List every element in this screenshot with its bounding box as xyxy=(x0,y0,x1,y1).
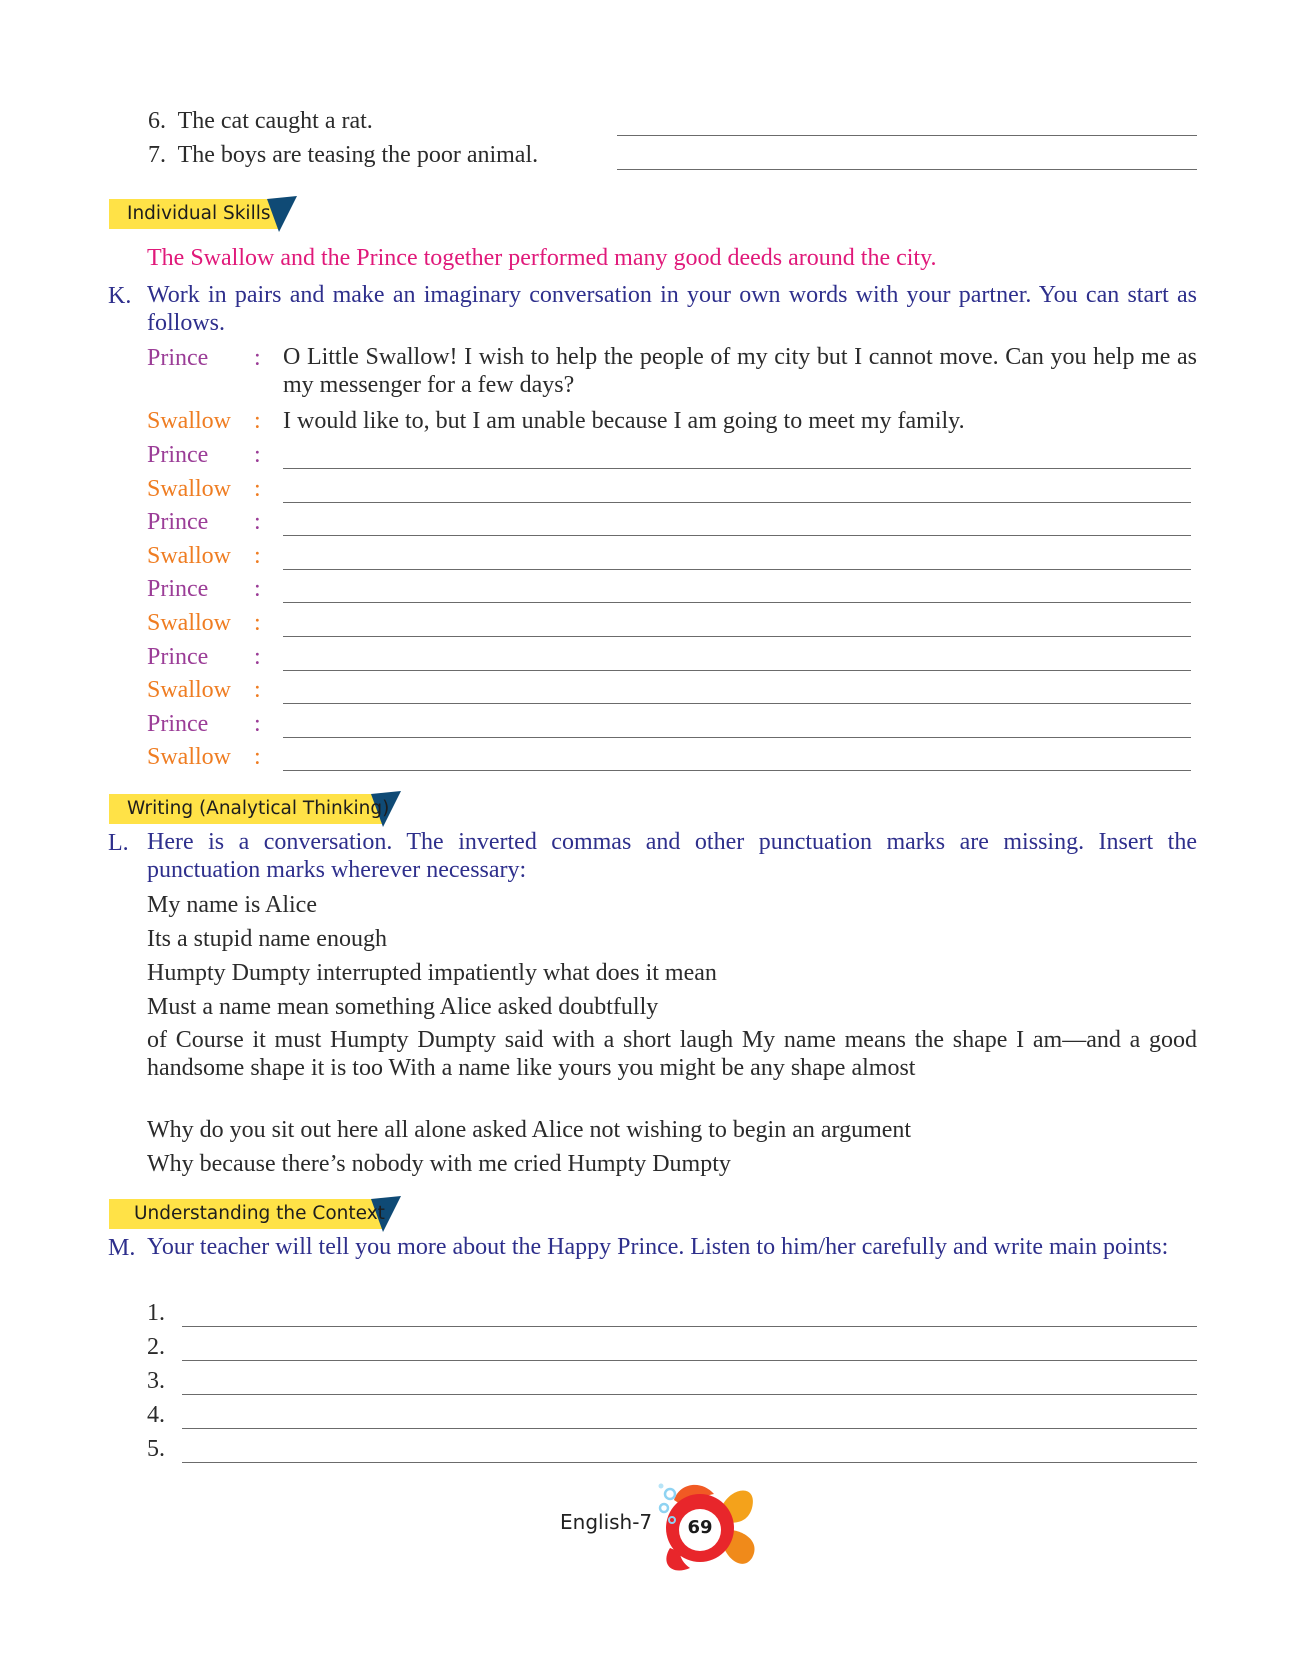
exercise-j-item-7 xyxy=(148,142,538,169)
speaker-colon: : xyxy=(254,710,261,737)
dialogue-answer-line[interactable] xyxy=(283,569,1191,570)
point-answer-line[interactable] xyxy=(182,1326,1197,1327)
exercise-k-instruction: Work in pairs and make an imaginary conversation in your own words with your partner. You can start as follows. xyxy=(147,282,1197,336)
point-number: 5. xyxy=(147,1436,165,1462)
conversation-line: My name is Alice xyxy=(147,892,317,918)
dialogue-answer-line[interactable] xyxy=(283,468,1191,469)
banner-label: Writing (Analytical Thinking) xyxy=(127,798,390,819)
exercise-l-instruction: Here is a conversation. The inverted commas and other punctuation marks are missing. Insert the punctuation marks wherever necessary: xyxy=(147,829,1197,883)
section-banner-writing xyxy=(109,794,399,824)
pink-note: The Swallow and the Prince together performed many good deeds around the city. xyxy=(147,245,937,271)
section-banner-understanding xyxy=(109,1199,401,1229)
blank-row-speaker: Prince xyxy=(147,442,209,468)
speaker-colon: : xyxy=(254,576,261,603)
speaker-colon: : xyxy=(254,610,261,636)
speaker-colon: : xyxy=(254,442,261,468)
dialogue-answer-line[interactable] xyxy=(283,770,1191,771)
conversation-line: Humpty Dumpty interrupted impatiently what does it mean xyxy=(147,960,717,986)
speaker-swallow: Swallow xyxy=(147,408,231,434)
dialogue-answer-line[interactable] xyxy=(283,636,1191,637)
blank-row-speaker: Prince xyxy=(147,576,209,603)
blank-row-speaker: Swallow xyxy=(147,744,231,771)
footer-book-title: English-7 xyxy=(560,1510,653,1534)
dialogue-line-prince: O Little Swallow! I wish to help the people of my city but I cannot move. Can you help me as my messenger for a few days? xyxy=(283,344,1197,398)
point-answer-line[interactable] xyxy=(182,1394,1197,1395)
point-number: 2. xyxy=(147,1334,165,1360)
blank-row-speaker: Swallow xyxy=(147,677,231,704)
banner-tip-icon xyxy=(267,196,297,232)
blank-row-speaker: Prince xyxy=(147,509,209,536)
dialogue-answer-line[interactable] xyxy=(283,502,1191,503)
conversation-line: of Course it must Humpty Dumpty said with a short laugh My name means the shape I am—and a good handsome shape it is too With a name like yours you might be any shape almost xyxy=(147,1027,1197,1081)
speaker-colon: : xyxy=(254,345,261,371)
speaker-prince: Prince xyxy=(147,345,209,371)
point-answer-line[interactable] xyxy=(182,1360,1197,1361)
blank-row-speaker: Swallow xyxy=(147,542,231,569)
speaker-colon: : xyxy=(254,475,261,502)
exercise-m-instruction: Your teacher will tell you more about the Happy Prince. Listen to him/her carefully and write main points: xyxy=(147,1234,1169,1260)
speaker-colon: : xyxy=(254,677,261,704)
point-number: 1. xyxy=(147,1300,165,1326)
item-number: 7. xyxy=(148,142,166,168)
page-number: 69 xyxy=(687,1517,713,1538)
answer-line-6[interactable] xyxy=(617,135,1197,136)
item-text: The boys are teasing the poor animal. xyxy=(177,142,539,168)
section-banner-individual-skills xyxy=(109,199,289,229)
blank-row-speaker: Swallow xyxy=(147,475,231,502)
dialogue-answer-line[interactable] xyxy=(283,670,1191,671)
blank-row-speaker: Prince xyxy=(147,643,209,670)
speaker-colon: : xyxy=(254,643,261,670)
speaker-colon: : xyxy=(254,744,261,771)
point-answer-line[interactable] xyxy=(182,1462,1197,1463)
blank-row-speaker: Swallow xyxy=(147,610,231,636)
exercise-letter-k: K. xyxy=(108,283,132,309)
conversation-line: Why because there’s nobody with me cried Humpty Dumpty xyxy=(147,1151,731,1177)
conversation-line: Its a stupid name enough xyxy=(147,926,387,952)
speaker-colon: : xyxy=(254,542,261,569)
conversation-line: Why do you sit out here all alone asked Alice not wishing to begin an argument xyxy=(147,1117,912,1143)
item-text: The cat caught a rat. xyxy=(177,108,373,134)
speaker-colon: : xyxy=(254,509,261,536)
exercise-j-item-6 xyxy=(148,108,373,135)
speaker-colon: : xyxy=(254,408,261,434)
point-answer-line[interactable] xyxy=(182,1428,1197,1429)
conversation-line: Must a name mean something Alice asked doubtfully xyxy=(147,994,659,1020)
blank-row-speaker: Prince xyxy=(147,710,209,737)
dialogue-answer-line[interactable] xyxy=(283,602,1191,603)
point-number: 3. xyxy=(147,1368,165,1394)
banner-label: Individual Skills xyxy=(127,203,271,224)
exercise-letter-m: M. xyxy=(108,1235,136,1261)
dialogue-line-swallow: I would like to, but I am unable because I am going to meet my family. xyxy=(283,408,965,434)
dialogue-answer-line[interactable] xyxy=(283,703,1191,704)
answer-line-7[interactable] xyxy=(617,169,1197,170)
dialogue-answer-line[interactable] xyxy=(283,737,1191,738)
point-number: 4. xyxy=(147,1402,165,1428)
banner-label: Understanding the Context xyxy=(134,1203,385,1224)
dialogue-answer-line[interactable] xyxy=(283,535,1191,536)
exercise-letter-l: L. xyxy=(108,830,129,856)
item-number: 6. xyxy=(148,108,166,134)
